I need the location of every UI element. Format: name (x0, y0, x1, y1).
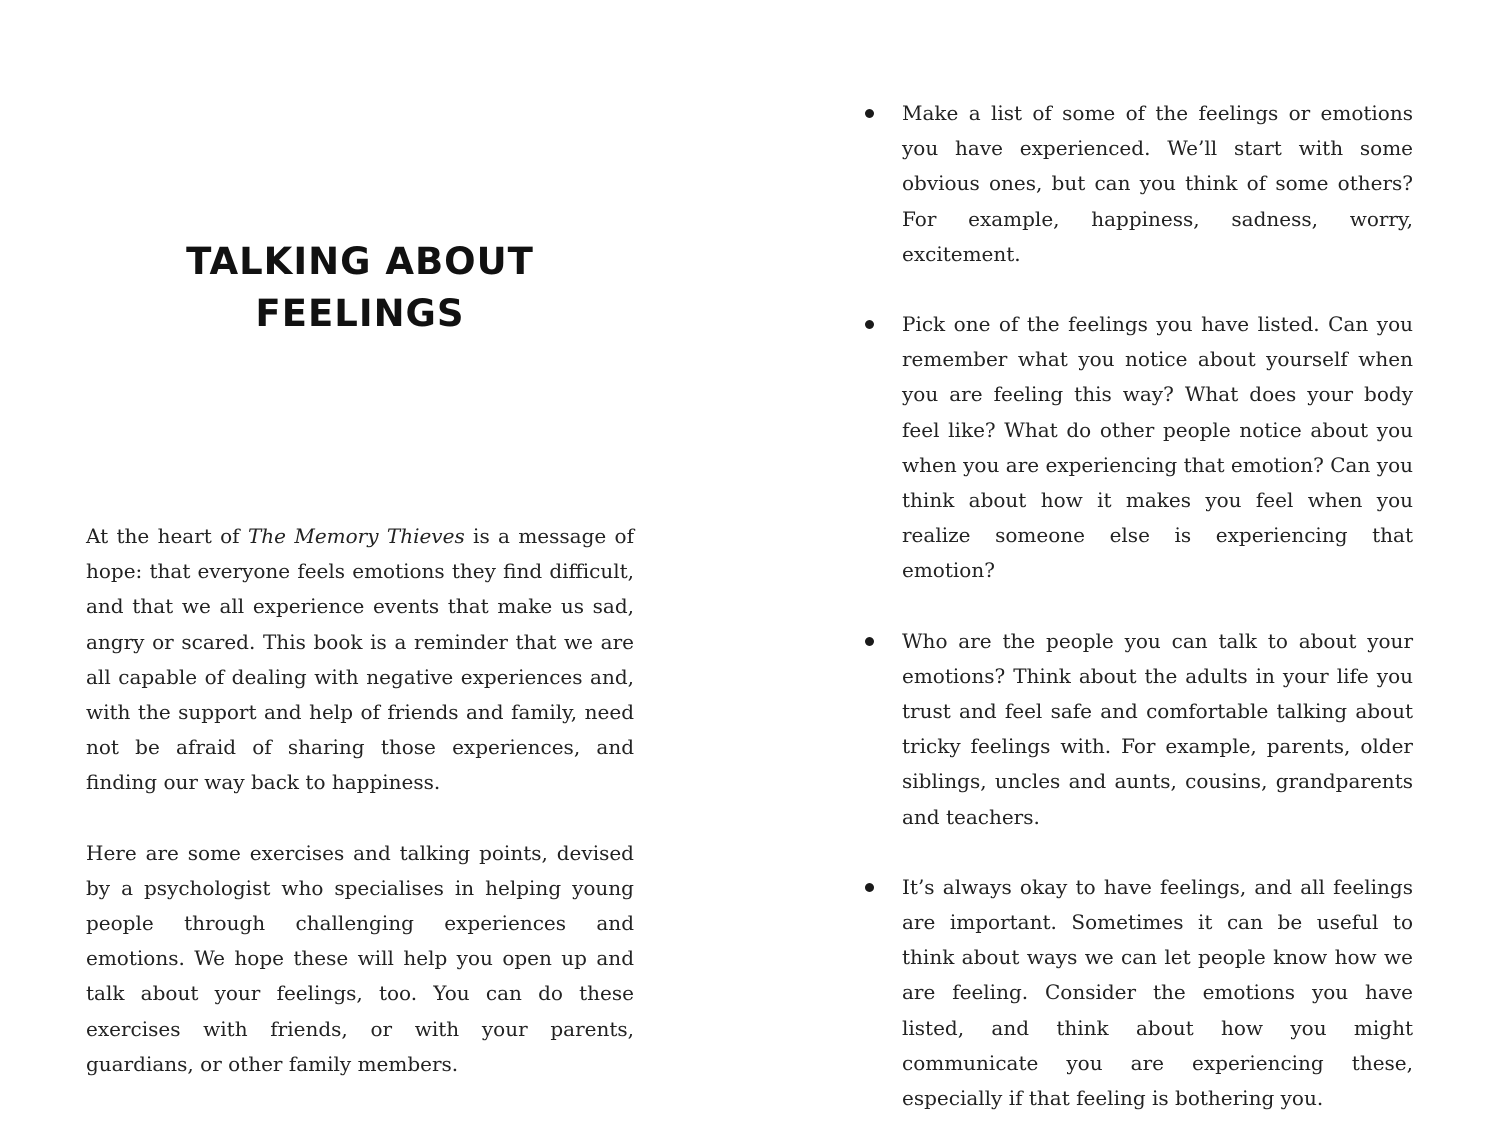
list-item (902, 307, 1413, 589)
right-page (750, 0, 1500, 1143)
list-item (902, 870, 1413, 1116)
list-item (902, 96, 1413, 272)
intro-paragraph-1 (86, 519, 634, 801)
list-item-text: Make a list of some of the feelings or emotions you have experienced. We’ll start with some obvious ones, but can you think of some others? For example, happiness, sadness, worry, excitement. (902, 101, 1413, 266)
page-title-line-1: TALKING ABOUT (186, 240, 534, 283)
list-item-text: Pick one of the feelings you have listed. Can you remember what you notice about yourself when you are feeling this way? What does your body feel like? What do other people notice about you when you are experiencing that emotion? Can you think about how it makes you feel when you realize someone else is experiencing that emotion? (902, 312, 1413, 583)
intro-paragraph-1-rest: is a message of hope: that everyone feels emotions they find difficult, and that we all experience events that make us sad, angry or scared. This book is a reminder that we are all capable of dealing with negative experiences and, with the support and help of friends and family, need not be afraid of sharing those experiences, and finding our way back to happiness. (86, 524, 634, 795)
exercise-list (902, 96, 1413, 1116)
bullet-icon (865, 320, 874, 329)
intro-paragraph-1-start: At the heart of (86, 524, 248, 548)
bullet-icon (865, 109, 874, 118)
page-title-line-2: FEELINGS (255, 292, 465, 335)
page-title (86, 236, 634, 340)
book-title: The Memory Thieves (247, 524, 465, 548)
bullet-icon (865, 883, 874, 892)
list-item-text: Who are the people you can talk to about your emotions? Think about the adults in your life you trust and feel safe and comfortable talking about tricky feelings with. For example, parents, older siblings, uncles and aunts, cousins, grandparents and teachers. (902, 628, 1413, 829)
list-item-text: It’s always okay to have feelings, and all feelings are important. Sometimes it can be useful to think about ways we can let people know how we are feeling. Consider the emotions you have listed, and think about how you might communicate you are experiencing these, especially if that feeling is bothering you. (902, 874, 1413, 1111)
list-item (902, 624, 1413, 835)
intro-paragraph-2: Here are some exercises and talking points, devised by a psychologist who specialises in helping young people through challenging experiences and emotions. We hope these will help you open up and talk about your feelings, too. You can do these exercises with friends, or with your parents, guardians, or other family members. (86, 840, 634, 1076)
bullet-icon (865, 637, 874, 646)
intro-text (86, 519, 634, 1082)
